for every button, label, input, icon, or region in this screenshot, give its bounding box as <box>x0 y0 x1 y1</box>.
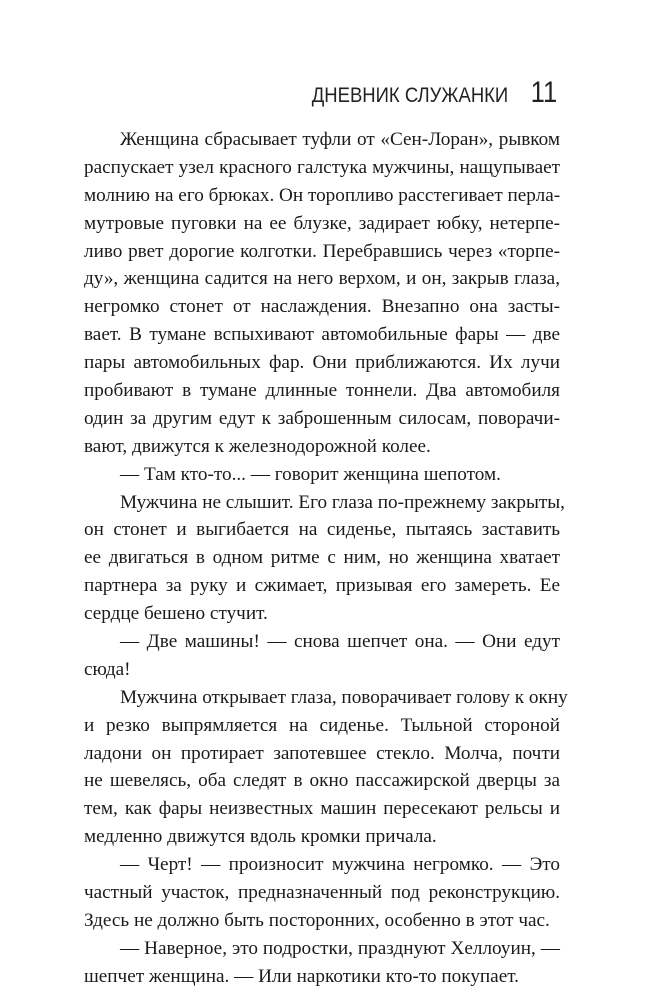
text-line: не шевелясь, оба следят в окно пассажирской дверцы за <box>84 770 560 792</box>
paragraph <box>84 935 560 991</box>
text-line: Женщина сбрасывает туфли от «Сен-Лоран», рывком <box>120 129 560 150</box>
text-line: негромко стонет от наслаждения. Внезапно она засты- <box>84 296 560 318</box>
text-line: тем, как фары неизвестных машин пересекают рельсы и <box>84 798 560 820</box>
text-line: частный участок, предназначенный под реконструкцию. <box>84 882 560 904</box>
text-line: один за другим едут к заброшенным силосам, поворачи- <box>84 407 560 429</box>
text-line: Мужчина не слышит. Его глаза по-прежнему закрыты, <box>120 491 565 513</box>
text-line: ладони он протирает запотевшее стекло. Молча, почти <box>84 742 560 764</box>
page-number: 11 <box>530 76 557 109</box>
text-line: пары автомобильных фар. Они приближаются. Их лучи <box>84 352 560 374</box>
text-line: распускает узел красного галстука мужчины, нащупывает <box>84 156 560 178</box>
text-line: мутровые пуговки на ее блузке, задирает юбку, нетерпе- <box>84 212 560 234</box>
paragraph <box>84 489 565 628</box>
text-line: ду», женщина садится на него верхом, и он, закрыв глаза, <box>84 268 560 290</box>
text-line: он стонет и выгибается на сиденье, пытаясь заставить <box>84 519 560 541</box>
text-line: молнию на его брюках. Он торопливо расстегивает перла- <box>84 184 561 206</box>
text-line: вает. В тумане вспыхивают автомобильные фары — две <box>84 324 560 346</box>
text-line: ее двигаться в одном ритме с ним, но женщина хватает <box>84 547 560 569</box>
text-line: медленно движутся вдоль кромки причала. <box>84 826 437 848</box>
running-title: ДНЕВНИК СЛУЖАНКИ <box>311 84 508 107</box>
text-line: Здесь не должно быть посторонних, особенно в этот час. <box>84 909 550 931</box>
paragraph <box>84 851 560 935</box>
paragraph <box>84 684 568 851</box>
text-line: сердце бешено стучит. <box>84 603 268 625</box>
text-line: — Наверное, это подростки, празднуют Хеллоуин, — <box>120 937 560 959</box>
text-line: вают, движутся к железнодорожной колее. <box>84 435 431 457</box>
paragraph <box>84 628 560 684</box>
paragraph <box>84 461 560 489</box>
text-line: партнера за руку и сжимает, призывая его замереть. Ее <box>84 575 560 597</box>
text-line: ливо рвет дорогие колготки. Перебравшись через «торпе- <box>84 240 560 262</box>
text-line: Мужчина открывает глаза, поворачивает голову к окну <box>120 686 568 708</box>
text-line: — Две машины! — снова шепчет она. — Они едут <box>120 631 560 653</box>
text-line: — Там кто-то... — говорит женщина шепотом. <box>120 463 501 485</box>
text-line: и резко выпрямляется на сиденье. Тыльной стороной <box>84 714 560 736</box>
text-line: сюда! <box>84 658 131 680</box>
text-line: шепчет женщина. — Или наркотики кто-то покупает. <box>84 965 519 987</box>
text-line: пробивают в тумане длинные тоннели. Два автомобиля <box>84 380 560 402</box>
text-line: — Черт! — произносит мужчина негромко. — Это <box>120 854 560 876</box>
text-body <box>84 126 568 991</box>
running-head <box>285 76 557 116</box>
paragraph <box>84 126 560 461</box>
